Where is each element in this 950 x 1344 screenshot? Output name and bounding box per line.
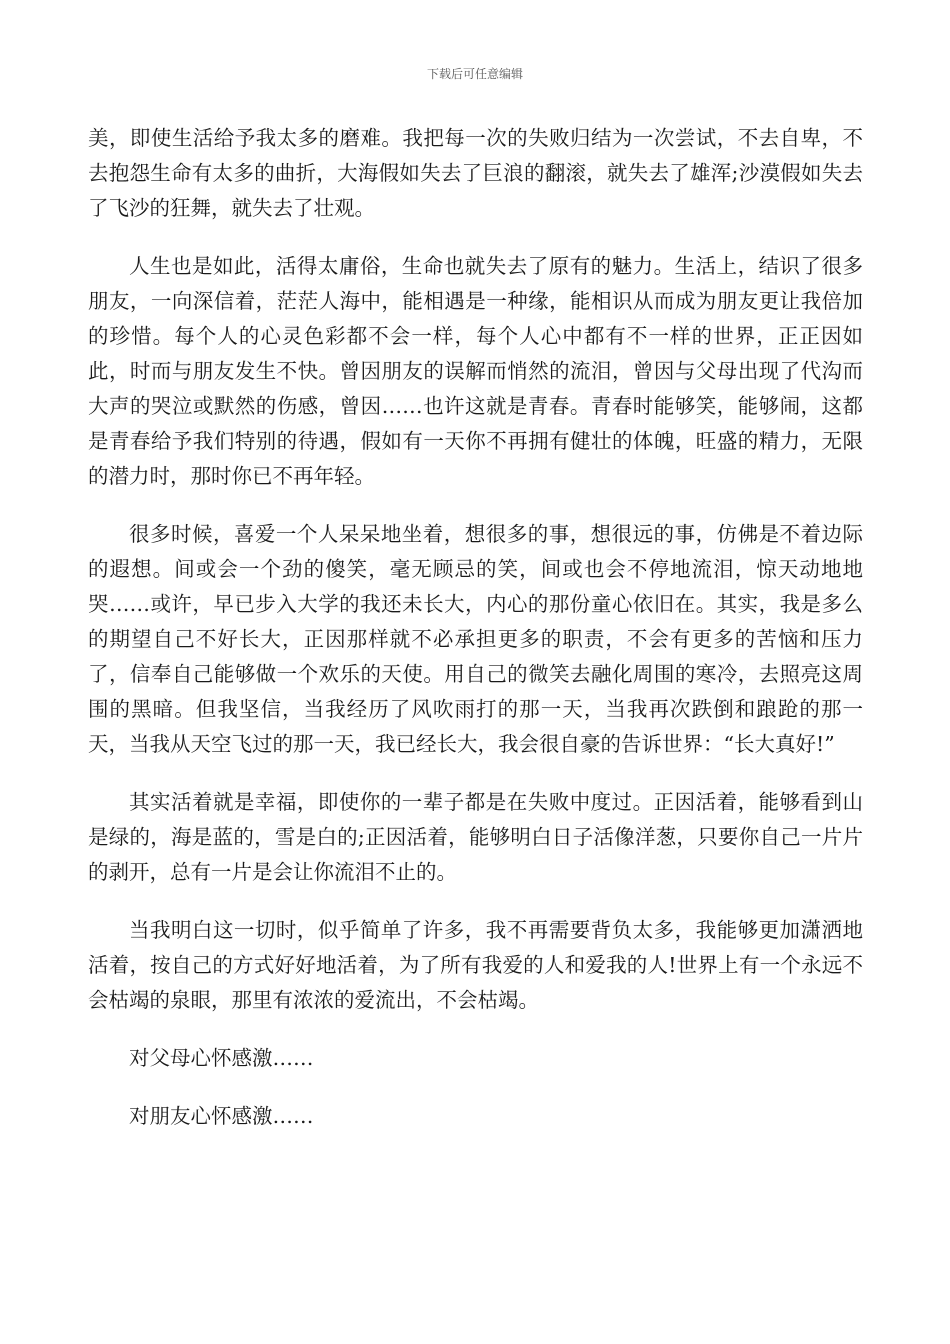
paragraph: 对父母心怀感激……	[129, 1046, 314, 1070]
document-body	[88, 121, 863, 1157]
paragraph: 对朋友心怀感激……	[129, 1104, 314, 1128]
paragraph: 人生也是如此，活得太庸俗，生命也就失去了原有的魅力。生活上，结识了很多朋友，一向深信着，茫茫人海中，能相遇是一种缘，能相识从而成为朋友更让我倍加的珍惜。每个人的心灵色彩都不会一样，每个人心中都有不一样的世界，正正因如此，时而与朋友发生不快。曾因朋友的误解而悄然的流泪，曾因与父母出现了代沟而大声的哭泣或默然的伤感，曾因……也许这就是青春。青春时能够笑，能够闹，这都是青春给予我们特别的待遇，假如有一天你不再拥有健壮的体魄，旺盛的精力，无限的潜力时，那时你已不再年轻。	[88, 254, 863, 488]
paragraph: 其实活着就是幸福，即使你的一辈子都是在失败中度过。正因活着，能够看到山是绿的，海是蓝的，雪是白的;正因活着，能够明白日子活像洋葱，只要你自己一片片的剥开，总有一片是会让你流泪不止的。	[88, 790, 863, 884]
paragraph: 很多时候，喜爱一个人呆呆地坐着，想很多的事，想很远的事，仿佛是不着边际的遐想。间或会一个劲的傻笑，毫无顾忌的笑，间或也会不停地流泪，惊天动地地哭……或许，早已步入大学的我还未长大，内心的那份童心依旧在。其实，我是多么的期望自己不好长大，正因那样就不必承担更多的职责，不会有更多的苦恼和压力了，信奉自己能够做一个欢乐的天使。用自己的微笑去融化周围的寒冷，去照亮这周围的黑暗。但我坚信，当我经历了风吹雨打的那一天，当我再次跌倒和踉跄的那一天，当我从天空飞过的那一天，我已经长大，我会很自豪的告诉世界：“长大真好!”	[88, 522, 863, 756]
paragraph: 美，即使生活给予我太多的磨难。我把每一次的失败归结为一次尝试，不去自卑，不去抱怨生命有太多的曲折，大海假如失去了巨浪的翻滚，就失去了雄浑;沙漠假如失去了飞沙的狂舞，就失去了壮观。	[88, 126, 863, 220]
paragraph: 当我明白这一切时，似乎简单了许多，我不再需要背负太多，我能够更加潇洒地活着，按自己的方式好好地活着，为了所有我爱的人和爱我的人!世界上有一个永远不会枯竭的泉眼，那里有浓浓的爱流出，不会枯竭。	[88, 918, 863, 1012]
page-header: 下载后可任意编辑	[426, 67, 523, 81]
